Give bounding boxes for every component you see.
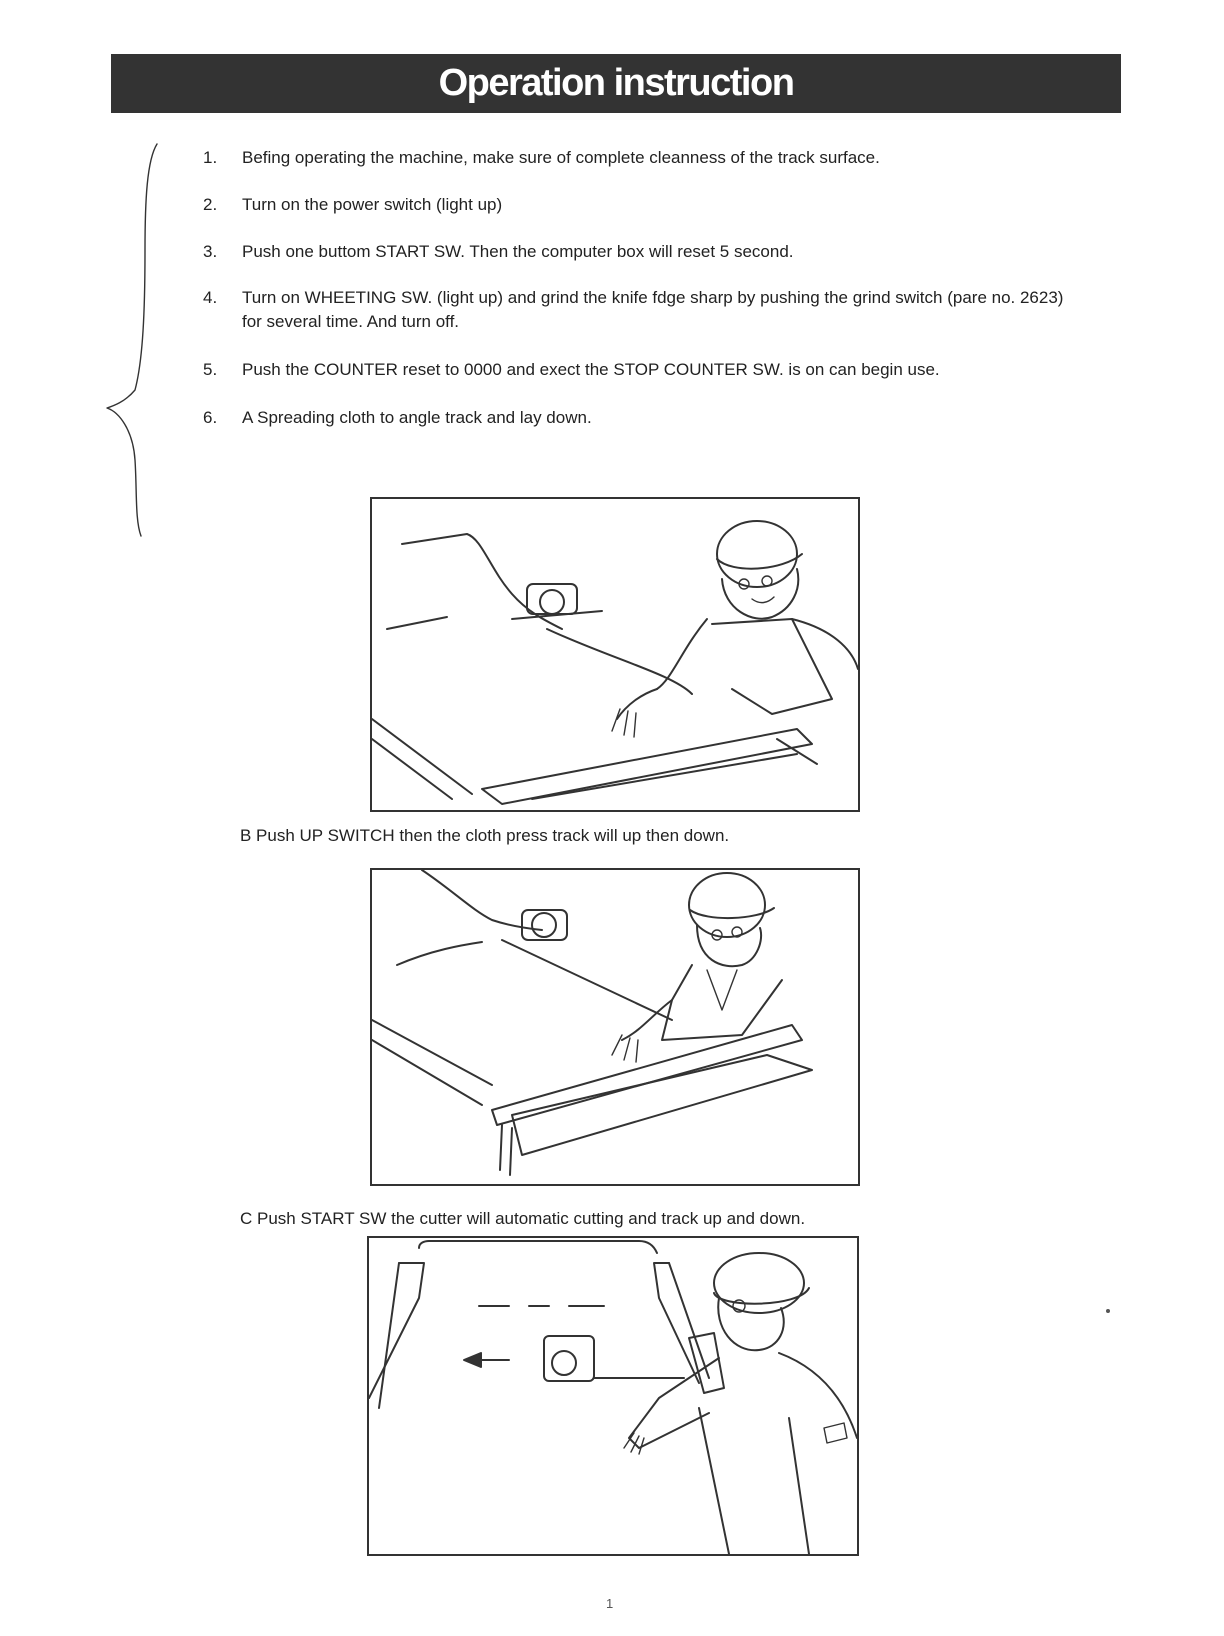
step-text: Turn on the power switch (light up) xyxy=(242,195,503,214)
step-item xyxy=(203,406,1083,430)
step-item xyxy=(203,358,1083,382)
step-text: Push the COUNTER reset to 0000 and exect the STOP COUNTER SW. is on can begin use. xyxy=(242,360,940,379)
step-item xyxy=(203,193,1083,217)
step-item xyxy=(203,146,1083,170)
page-number: 1 xyxy=(606,1596,614,1611)
scan-speck xyxy=(1106,1309,1110,1313)
handwritten-brace-mark xyxy=(95,140,175,540)
illustration-auto-cutting xyxy=(367,1236,859,1556)
instruction-steps xyxy=(203,146,1083,430)
step-text: Turn on WHEETING SW. (light up) and grind the knife fdge sharp by pushing the grind switch (pare no. 2623) for several time. And turn off. xyxy=(242,288,1064,331)
title-bar xyxy=(111,54,1121,113)
step-text: Befing operating the machine, make sure of complete cleanness of the track surface. xyxy=(242,148,880,167)
step-number: 2. xyxy=(203,195,218,214)
step-text: A Spreading cloth to angle track and lay down. xyxy=(242,408,592,427)
step-item xyxy=(203,240,1083,264)
figure-caption-b: B Push UP SWITCH then the cloth press track will up then down. xyxy=(240,826,730,845)
step-item xyxy=(203,286,1083,334)
step-number: 6. xyxy=(203,408,218,427)
illustration-press-track xyxy=(370,868,860,1186)
figure-caption-c: C Push START SW the cutter will automatic cutting and track up and down. xyxy=(240,1209,806,1228)
step-text: Push one buttom START SW. Then the computer box will reset 5 second. xyxy=(242,242,794,261)
illustration-spreading-cloth xyxy=(370,497,860,812)
step-number: 5. xyxy=(203,360,218,379)
step-number: 4. xyxy=(203,288,218,307)
step-number: 1. xyxy=(203,148,218,167)
page-title: Operation instruction xyxy=(438,62,794,104)
step-number: 3. xyxy=(203,242,218,261)
